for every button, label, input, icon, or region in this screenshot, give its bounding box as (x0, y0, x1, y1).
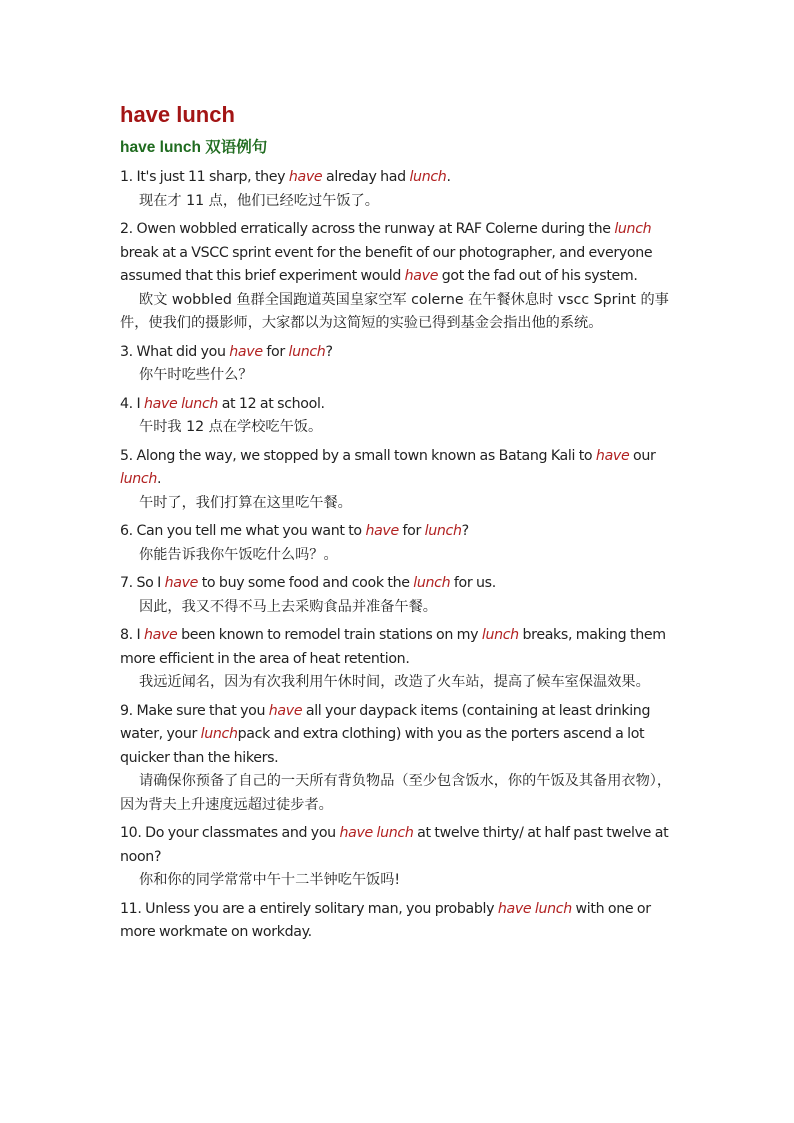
sentence-text: . (446, 169, 451, 185)
example-item (120, 700, 680, 818)
example-chinese: 你午时吃些什么？ (139, 367, 253, 383)
example-item (120, 218, 680, 336)
sentence-text: breaks, making them more efficient in the area of heat retention. (120, 627, 666, 667)
sentence-text: 9. Make sure that you (120, 702, 269, 719)
highlighted-keyword: have (595, 447, 630, 464)
sentence-text: 4. I (120, 395, 144, 412)
sentence-text: 7. So I (120, 575, 165, 591)
sentence-text: 2. Owen wobbled erratically across the runway at RAF Colerne during the (120, 221, 615, 237)
example-english (120, 166, 680, 190)
example-chinese: 欧文 wobbled 鱼群全国跑道英国皇家空军 colerne 在午餐休息时 vscc Sprint 的事件，使我们的摄影师，大家都以为这简短的实验已得到基金会指出他的系统。 (120, 291, 669, 331)
highlighted-keyword: have lunch (144, 395, 219, 412)
example-item (120, 520, 680, 567)
highlighted-keyword: lunch (424, 523, 462, 539)
highlighted-keyword: have (365, 523, 399, 539)
sentence-text: for us. (450, 575, 496, 591)
sentence-text: for (262, 343, 289, 360)
document-page (120, 100, 680, 950)
example-list (120, 166, 680, 945)
sentence-text: our (629, 447, 656, 464)
highlighted-keyword: have (288, 169, 323, 185)
example-english (120, 898, 680, 945)
example-item (120, 445, 680, 516)
example-english (120, 341, 680, 365)
sentence-text: 8. I (120, 627, 144, 643)
sentence-text: . (156, 471, 162, 487)
highlighted-keyword: have (144, 627, 178, 643)
example-chinese: 午时我 12 点在学校吃午饭。 (139, 419, 323, 435)
sentence-text: at 12 at school. (218, 395, 325, 412)
example-chinese: 你能告诉我你午饭吃什么吗？。 (139, 546, 338, 563)
example-english (120, 445, 680, 492)
highlighted-keyword: lunch (481, 627, 519, 643)
example-item (120, 898, 680, 945)
example-english (120, 700, 680, 771)
highlighted-keyword: lunch (614, 221, 652, 237)
sentence-text: 1. It's just 11 sharp, they (120, 169, 289, 185)
sentence-text: ? (461, 523, 469, 539)
page-subtitle: have lunch 双语例句 (120, 139, 268, 156)
example-english (120, 822, 680, 869)
sentence-text: for (398, 523, 425, 539)
sentence-text: been known to remodel train stations on my (177, 627, 482, 643)
sentence-text: all your daypack items (containing at least drinking water, your (120, 702, 651, 742)
example-item (120, 822, 680, 893)
example-chinese: 你和你的同学常常中午十二半钟吃午饭吗! (139, 872, 401, 888)
example-english (120, 624, 680, 671)
highlighted-keyword: have (164, 575, 199, 591)
sentence-text: 6. Can you tell me what you want to (120, 523, 366, 539)
sentence-text: pack and extra clothing) with you as the porters ascend a lot quicker than the hikers. (120, 726, 645, 766)
example-chinese: 我远近闻名，因为有次我利用午休时间，改造了火车站，提高了候车室保温效果。 (139, 674, 650, 690)
highlighted-keyword: have (268, 702, 303, 719)
example-english (120, 393, 680, 417)
page-title: have lunch (120, 102, 235, 127)
example-english (120, 218, 680, 289)
sentence-text: 10. Do your classmates and you (120, 825, 340, 841)
highlighted-keyword: have lunch (497, 900, 572, 917)
example-item (120, 572, 680, 619)
sentence-text: ? (325, 343, 333, 360)
example-item (120, 166, 680, 213)
example-english (120, 520, 680, 544)
highlighted-keyword: lunch (200, 726, 238, 742)
example-chinese: 因此，我又不得不马上去采购食品并准备午餐。 (139, 598, 437, 615)
highlighted-keyword: have (404, 268, 439, 284)
sentence-text: 3. What did you (120, 343, 230, 360)
highlighted-keyword: lunch (409, 169, 447, 185)
highlighted-keyword: lunch (288, 343, 326, 360)
example-english (120, 572, 680, 596)
sentence-text: to buy some food and cook the (198, 575, 414, 591)
highlighted-keyword: lunch (120, 471, 157, 487)
sentence-text: got the fad out of his system. (438, 268, 638, 284)
highlighted-keyword: have lunch (339, 825, 414, 841)
sentence-text: break at a VSCC sprint event for the benefit of our photographer, and everyone assumed that this brief experiment would (120, 244, 653, 284)
highlighted-keyword: have (229, 343, 263, 360)
sentence-text: 5. Along the way, we stopped by a small town known as Batang Kali to (120, 447, 596, 464)
example-item (120, 624, 680, 695)
sentence-text: 11. Unless you are a entirely solitary man, you probably (120, 900, 498, 917)
sentence-text: alreday had (322, 169, 410, 185)
sentence-text: with one or more workmate on workday. (120, 900, 651, 940)
example-chinese: 现在才 11 点，他们已经吃过午饭了。 (139, 192, 379, 209)
example-chinese: 请确保你预备了自己的一天所有背负物品（至少包含饭水，你的午饭及其备用衣物），因为背夫上升速度远超过徒步者。 (120, 773, 672, 813)
sentence-text: at twelve thirty/ at half past twelve at noon? (120, 825, 669, 865)
example-chinese: 午时了，我们打算在这里吃午餐。 (139, 494, 352, 511)
example-item (120, 393, 680, 440)
example-item (120, 341, 680, 388)
highlighted-keyword: lunch (413, 575, 451, 591)
